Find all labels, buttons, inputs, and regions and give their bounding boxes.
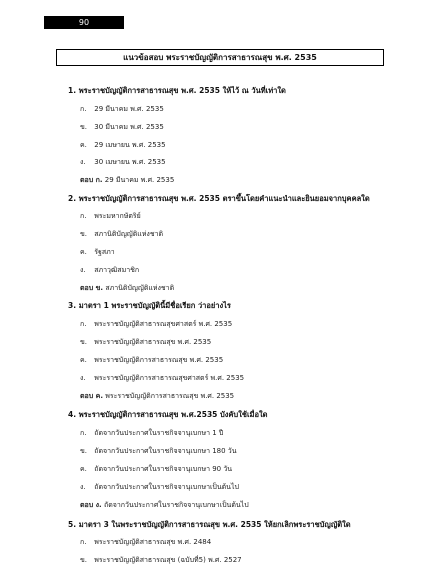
question-1-option-c: ค. 29 เมษายน พ.ศ. 2535 xyxy=(80,141,166,149)
question-2-option-c: ค. รัฐสภา xyxy=(80,248,115,256)
question-1-option-d: ง. 30 เมษายน พ.ศ. 2535 xyxy=(80,158,166,166)
question-4-option-d: ง. ถัดจากวันประกาศในราชกิจจานุเบกษาเป็นต้นไป xyxy=(80,483,239,491)
question-5-option-a: ก. พระราชบัญญัติสาธารณสุข พ.ศ. 2484 xyxy=(80,538,212,546)
question-5-option-b: ข. พระราชบัญญัติสาธารณสุข (ฉบับที่5) พ.ศ. 2527 xyxy=(80,556,242,564)
question-3-option-a: ก. พระราชบัญญัติสาธารณสุขศาสตร์ พ.ศ. 2535 xyxy=(80,320,233,328)
question-1-option-a: ก. 29 มีนาคม พ.ศ. 2535 xyxy=(80,105,164,113)
question-2-answer: ตอบ ข. สภานิติบัญญัติแห่งชาติ xyxy=(80,284,175,292)
question-2-option-d: ง. สภาวุฒิสมาชิก xyxy=(80,266,140,274)
question-4-option-c: ค. ถัดจากวันประกาศในราชกิจจานุเบกษา 90 วัน xyxy=(80,465,233,473)
question-1-text: 1. พระราชบัญญัติการสาธารณสุข พ.ศ. 2535 ให้ไว้ ณ วันที่เท่าใด xyxy=(68,86,286,95)
question-1-answer: ตอบ ก. 29 มีนาคม พ.ศ. 2535 xyxy=(80,176,175,184)
page-number-tab: 90 xyxy=(44,16,124,29)
document-title-text: แนวข้อสอบ พระราชบัญญัติการสาธารณสุข พ.ศ. 2535 xyxy=(123,53,317,62)
question-4-option-b: ข. ถัดจากวันประกาศในราชกิจจานุเบกษา 180 วัน xyxy=(80,447,237,455)
question-3-option-d: ง. พระราชบัญญัติการสาธารณสุขศาสตร์ พ.ศ. 2535 xyxy=(80,374,245,382)
question-4-answer: ตอบ ง. ถัดจากวันประกาศในราชกิจจานุเบกษาเป็นต้นไป xyxy=(80,501,249,509)
question-2-option-a: ก. พระมหากษัตริย์ xyxy=(80,212,141,220)
question-3-option-c: ค. พระราชบัญญัติการสาธารณสุข พ.ศ. 2535 xyxy=(80,356,224,364)
question-2-text: 2. พระราชบัญญัติการสาธารณสุข พ.ศ. 2535 ตราขึ้นโดยคำแนะนำและยินยอมจากบุคคลใด xyxy=(68,194,370,203)
question-2-option-b: ข. สภานิติบัญญัติแห่งชาติ xyxy=(80,230,164,238)
document-title xyxy=(56,49,384,66)
question-3-answer: ตอบ ค. พระราชบัญญัติการสาธารณสุข พ.ศ. 2535 xyxy=(80,392,235,400)
question-4-option-a: ก. ถัดจากวันประกาศในราชกิจจานุเบกษา 1 ปี xyxy=(80,429,224,437)
question-3-option-b: ข. พระราชบัญญัติสาธารณสุข พ.ศ. 2535 xyxy=(80,338,212,346)
question-4-text: 4. พระราชบัญญัติการสาธารณสุข พ.ศ.2535 บังคับใช้เมื่อใด xyxy=(68,410,268,419)
question-5-text: 5. มาตรา 3 ในพระราชบัญญัติการสาธารณสุข พ.ศ. 2535 ให้ยกเลิกพระราชบัญญัติใด xyxy=(68,520,351,529)
question-1-option-b: ข. 30 มีนาคม พ.ศ. 2535 xyxy=(80,123,164,131)
question-3-text: 3. มาตรา 1 พระราชบัญญัตินี้มีชื่อเรียก ว่าอย่างไร xyxy=(68,301,231,310)
